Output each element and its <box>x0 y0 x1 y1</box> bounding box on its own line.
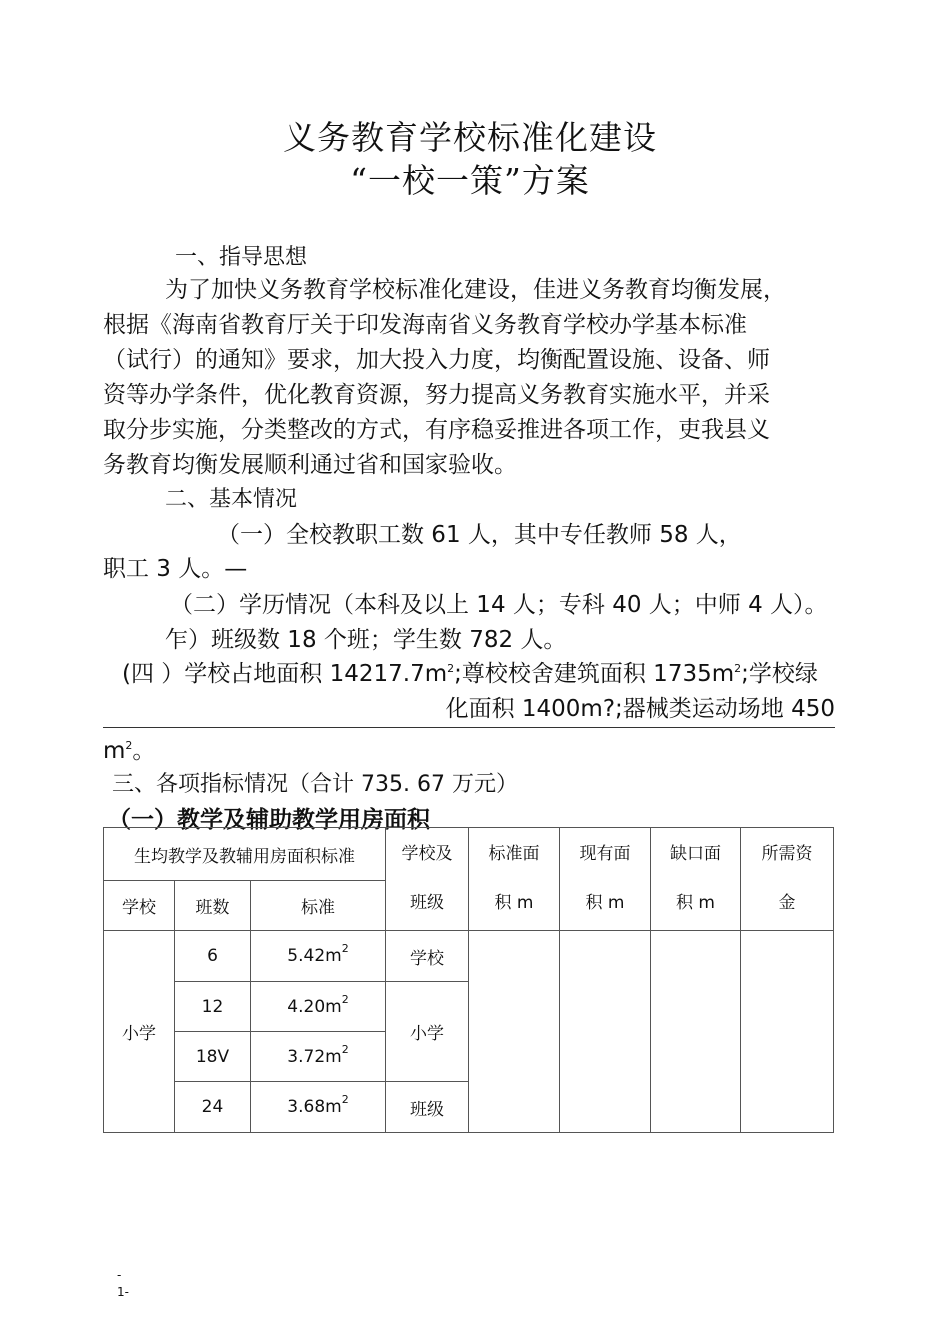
gap-value <box>651 931 741 1133</box>
sec2-item4-line3 <box>103 732 155 765</box>
header-existing-b: 积 m <box>585 893 625 913</box>
classes-cell: 18V <box>175 1032 251 1082</box>
item4-sup-c: 2 <box>125 739 133 752</box>
classes-cell: 12 <box>175 982 251 1032</box>
header-gap-b: 积 m <box>676 893 715 913</box>
school-type-cell: 小学 <box>104 931 175 1133</box>
standard-cell <box>251 982 386 1032</box>
classes-cell: 24 <box>175 1082 251 1133</box>
sec2-item4-line1 <box>122 655 818 688</box>
standard-sup: 2 <box>341 992 349 1006</box>
header-std-area-a: 标准面 <box>488 844 540 864</box>
standard-value: 4.20m <box>287 996 342 1017</box>
header-school-class-b: 班级 <box>410 893 444 913</box>
item4-part3: ;学校绿 <box>741 661 818 687</box>
header-school: 学校 <box>104 881 175 931</box>
sec2-item4-line2: 化面积 1400m?;器械类运动场地 450 <box>445 696 835 722</box>
footer-dash: - <box>117 1268 122 1282</box>
header-existing <box>560 828 651 931</box>
standard-value: 3.68m <box>287 1097 342 1117</box>
existing-value <box>560 931 651 1133</box>
sec2-item1-line2: 职工 3 人。— <box>103 556 248 582</box>
item4-sup-a: 2 <box>447 662 455 675</box>
header-std-area-b: 积 m <box>494 893 534 913</box>
header-gap-a: 缺口面 <box>670 844 721 864</box>
school-class-cell-1: 学校 <box>386 931 469 982</box>
sec2-item3: 乍）班级数 18 个班；学生数 782 人。 <box>165 627 567 653</box>
standard-sup: 2 <box>341 1093 349 1106</box>
header-existing-a: 现有面 <box>579 844 631 864</box>
item4-unit: m <box>103 738 126 764</box>
header-funds <box>741 828 834 931</box>
sec1-line-6: 务教育均衡发展顺利通过省和国家验收。 <box>103 452 517 478</box>
classes-cell: 6 <box>175 931 251 982</box>
table-row <box>104 931 834 982</box>
header-classes: 班数 <box>175 881 251 931</box>
doc-title-line1: 义务教育学校标准化建设 <box>283 118 657 157</box>
sec1-line-2: 根据《海南省教育厅关于印发海南省义务教育学校办学基本标准 <box>103 312 747 338</box>
sec1-line-5: 取分步实施，分类整改的方式，有序稳妥推进各项工作，吏我县义 <box>103 417 770 443</box>
item4-part2: ;尊校校舍建筑面积 1735m <box>454 661 735 687</box>
school-class-cell-3: 班级 <box>386 1082 469 1133</box>
header-school-class-a: 学校及 <box>401 844 453 864</box>
sec1-line-3: （试行）的通知》要求，加大投入力度，均衡配置设施、设备、师 <box>103 347 770 373</box>
standard-cell <box>251 1082 386 1133</box>
sec2-item1-line1: （一）全校教职工数 61 人，其中专任教师 58 人， <box>217 522 742 548</box>
area-standards-table <box>103 827 834 1133</box>
sec3-heading: 三、各项指标情况（合计 735. 67 万元） <box>112 772 518 797</box>
item4-sup-b: 2 <box>734 662 742 675</box>
header-gap <box>651 828 741 931</box>
standard-value: 5.42m <box>287 946 342 966</box>
header-school-class <box>386 828 469 931</box>
doc-title-line2: “一校一策”方案 <box>350 161 590 200</box>
school-class-cell-2: 小学 <box>386 982 469 1082</box>
sec1-line-1: 为了加快义务教育学校标准化建设，佳进义务教育均衡发展， <box>165 277 786 303</box>
standard-cell <box>251 931 386 982</box>
sec2-item2: （二）学历情况（本科及以上 14 人；专科 40 人；中师 4 人）。 <box>170 592 828 618</box>
sec1-line-4: 资等办学条件，优化教育资源，努力提高义务教育实施水平，并采 <box>103 382 770 408</box>
header-standard: 标准 <box>251 881 386 931</box>
header-group-cell: 生均教学及教辅用房面积标准 <box>104 828 386 881</box>
item4-tail: 。 <box>132 738 156 764</box>
funds-value <box>741 931 834 1133</box>
sec3-subheading: （一）教学及辅助教学用房面积 <box>108 807 430 833</box>
item4-part1: (四 ）学校占地面积 14217.7m <box>122 661 448 687</box>
header-funds-b: 金 <box>778 893 796 913</box>
sec2-heading: 二、基本情况 <box>165 487 298 512</box>
header-funds-a: 所需资 <box>761 844 813 864</box>
table-header-row-1 <box>104 828 834 881</box>
standard-sup: 2 <box>341 942 349 955</box>
sec1-heading: 一、指导思想 <box>175 245 308 270</box>
standard-sup: 2 <box>341 1042 349 1056</box>
page-number: 1- <box>117 1285 129 1299</box>
standard-cell <box>251 1032 386 1082</box>
std-area-value <box>469 931 560 1133</box>
standard-value: 3.72m <box>287 1046 342 1067</box>
divider-line <box>103 727 835 728</box>
header-std-area <box>469 828 560 931</box>
